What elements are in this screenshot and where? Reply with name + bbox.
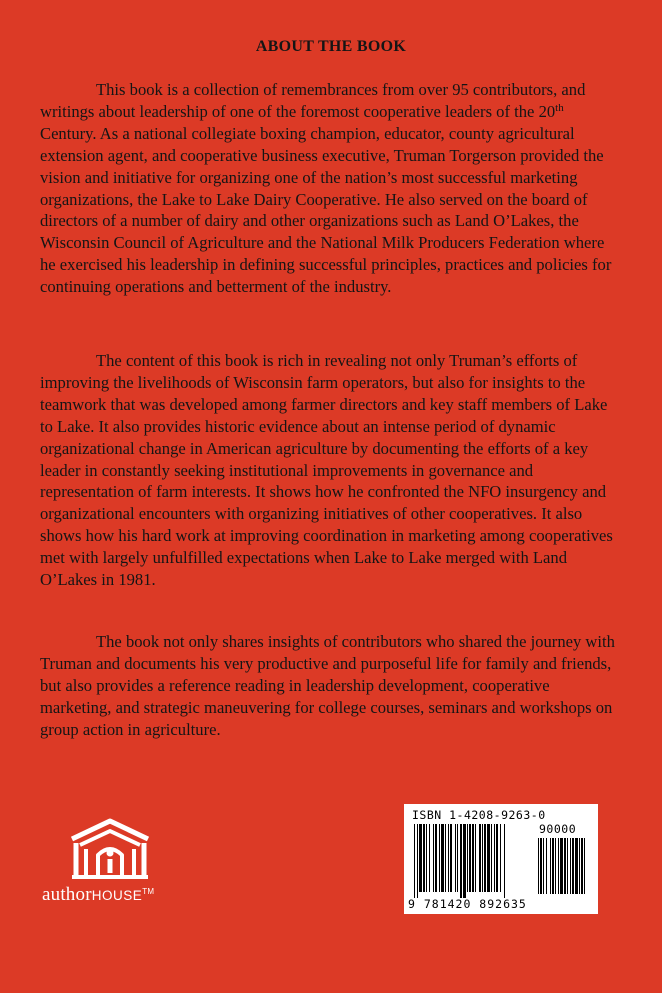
paragraph-3: The book not only shares insights of contributors who shared the journey with Truman and documents his very productive and purposeful life for family and friends, but also provides a reference reading in leadership development, cooperative marketing, and strategic maneuvering for college courses, seminars and workshops on group action in agriculture.	[40, 632, 615, 739]
publisher-name-part1: author	[42, 884, 92, 905]
isbn-label: ISBN 1-4208-9263-0	[412, 808, 546, 822]
trademark: TM	[142, 887, 155, 896]
isbn-barcode	[404, 804, 598, 914]
paragraph-2: The content of this book is rich in revealing not only Truman’s efforts of improving the livelihoods of Wisconsin farm operators, but also for insights to the teamwork that was developed among farmer directors and key staff members of Lake to Lake. It also provides historic evidence about an intense period of dynamic organizational change in American agriculture by documenting the efforts of a key leader in constantly seeking institutional improvements in governance and representation of farm interests. It shows how he confronted the NFO insurgency and organizational encounters with organizing initiatives of other cooperatives. It also shows how his hard work at improving coordination in marketing among cooperatives met with largely unfulfilled expectations when Lake to Lake merged with Land O’Lakes in 1981.	[40, 351, 613, 590]
publisher-name-part2: HOUSE	[91, 888, 143, 903]
publisher-name	[42, 884, 154, 906]
paragraph-1-text-b: Century. As a national collegiate boxing champion, educator, county agricultural extension agent, and cooperative business executive, Truman Torgerson provided the vision and initiative for organizing one of the nation’s most successful marketing organizations, the Lake to Lake Dairy Cooperative. He also served on the board of directors of a number of dairy and other organizations such as Land O’Lakes, the Wisconsin Council of Agriculture and the National Milk Producers Federation where he exercised his leadership in defining successful principles, practices and policies for continuing operations and betterment of the industry.	[40, 123, 612, 297]
ean-digits: 9 781420 892635	[408, 897, 527, 911]
heading: ABOUT THE BOOK	[255, 38, 407, 55]
price-code: 90000	[539, 822, 577, 836]
paragraph-1-superscript: th	[555, 101, 564, 114]
paragraph-1-text-a: This book is a collection of remembrances from over 95 contributors, and writings about leadership of one of the foremost cooperative leaders of the 20	[40, 80, 586, 121]
paragraph-1	[40, 79, 624, 298]
authorhouse-logo-icon	[66, 817, 154, 881]
